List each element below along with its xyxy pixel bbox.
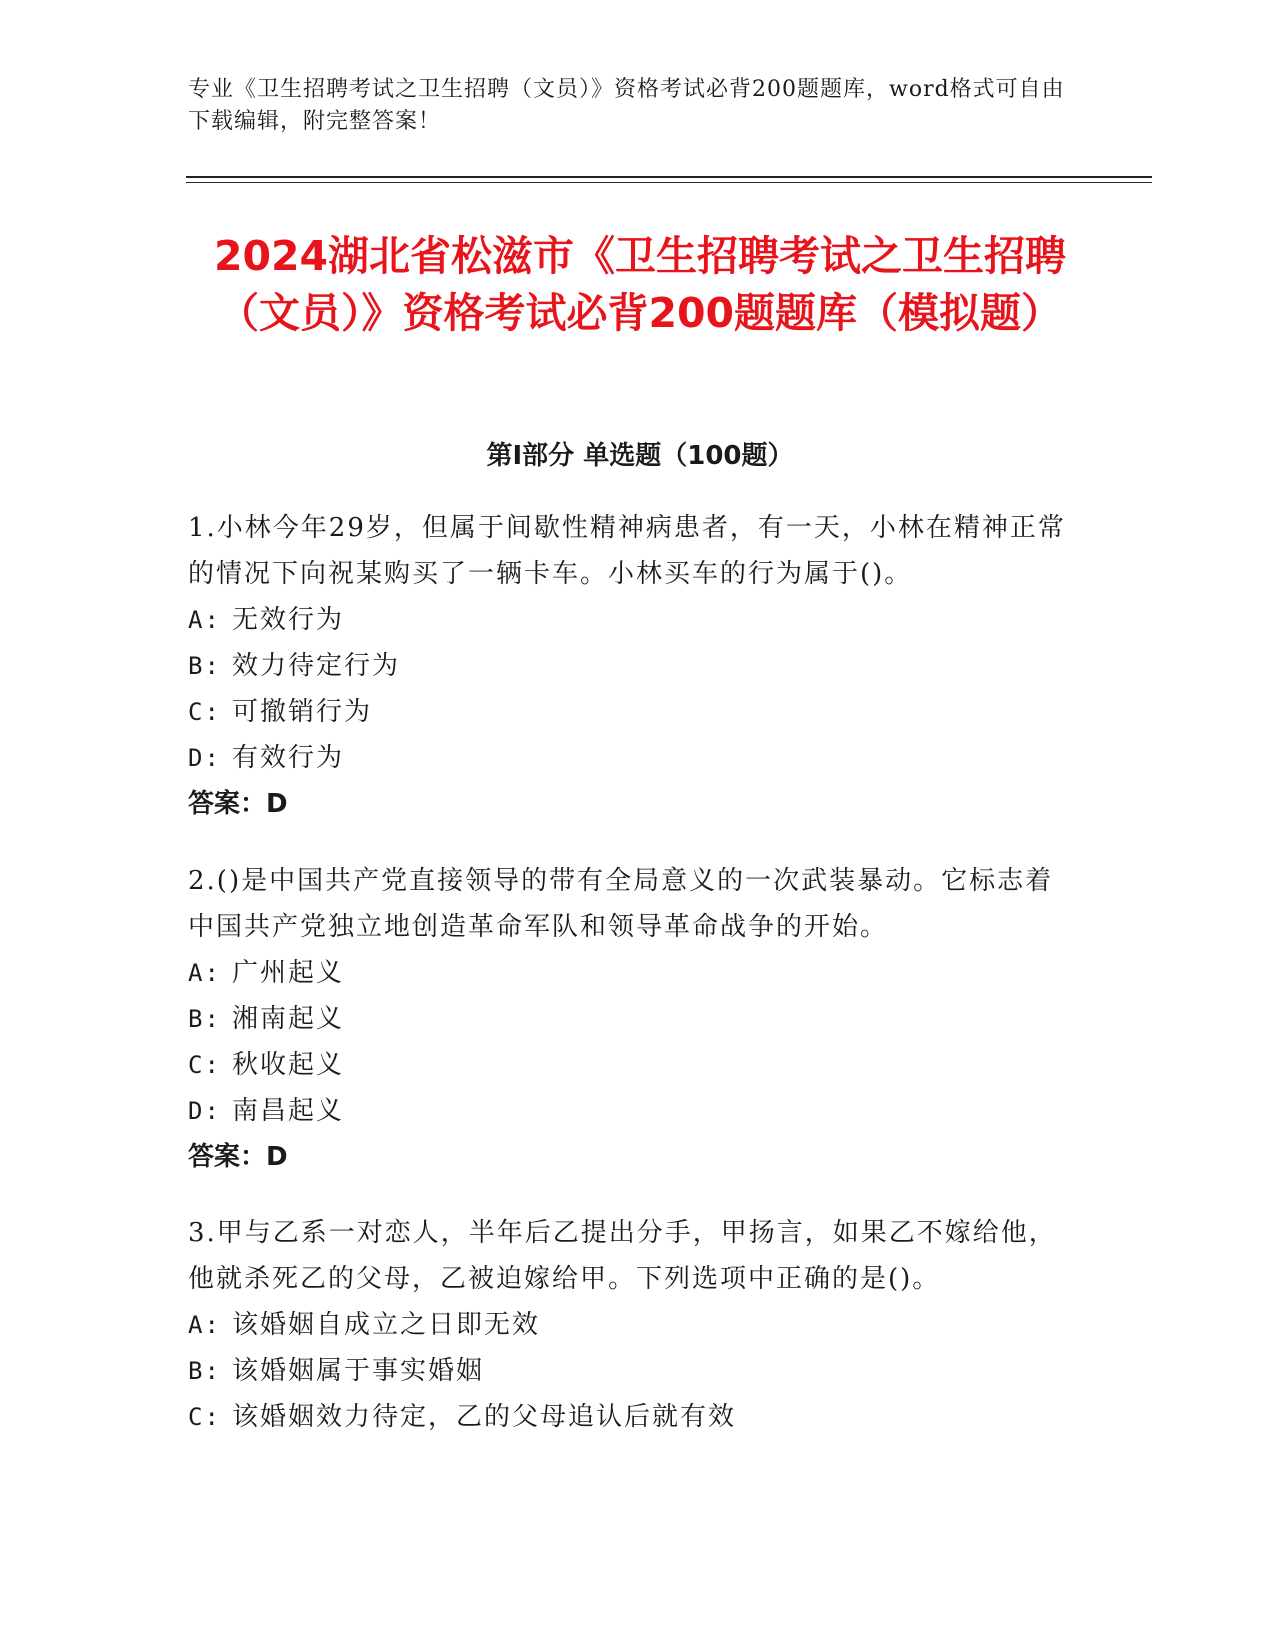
option-a — [188, 597, 1068, 643]
option-text: 该婚姻自成立之日即无效 — [232, 1310, 541, 1340]
option-key: C: — [188, 1403, 221, 1431]
option-text: 湘南起义 — [232, 1004, 345, 1034]
option-text: 南昌起义 — [232, 1096, 345, 1126]
option-b — [188, 1348, 1068, 1394]
option-key: D: — [188, 1097, 221, 1125]
header-divider-thin — [186, 182, 1152, 183]
option-a — [188, 950, 1068, 996]
header-divider — [186, 176, 1152, 178]
option-c — [188, 1394, 1068, 1440]
option-key: C: — [188, 1051, 221, 1079]
option-b — [188, 643, 1068, 689]
option-d — [188, 1088, 1068, 1134]
option-text: 效力待定行为 — [232, 651, 401, 681]
option-key: B: — [188, 1357, 221, 1385]
option-text: 广州起义 — [232, 958, 345, 988]
option-text: 可撤销行为 — [232, 697, 373, 727]
option-key: A: — [188, 959, 221, 987]
option-key: C: — [188, 698, 221, 726]
option-key: B: — [188, 652, 221, 680]
option-text: 该婚姻属于事实婚姻 — [232, 1356, 485, 1386]
question-stem: 1.小林今年29岁，但属于间歇性精神病患者，有一天，小林在精神正常的情况下向祝某购买了一辆卡车。小林买车的行为属于()。 — [188, 513, 1066, 589]
question-stem: 3.甲与乙系一对恋人，半年后乙提出分手，甲扬言，如果乙不嫁给他，他就杀死乙的父母，乙被迫嫁给甲。下列选项中正确的是()。 — [188, 1218, 1057, 1294]
question-stem: 2.()是中国共产党直接领导的带有全局意义的一次武装暴动。它标志着中国共产党独立地创造革命军队和领导革命战争的开始。 — [188, 866, 1054, 942]
answer: 答案：D — [188, 789, 288, 819]
option-key: B: — [188, 1005, 221, 1033]
option-text: 秋收起义 — [232, 1050, 345, 1080]
header-note: 专业《卫生招聘考试之卫生招聘（文员）》资格考试必背200题题库，word格式可自由下载编辑，附完整答案！ — [188, 77, 1065, 134]
answer: 答案：D — [188, 1142, 288, 1172]
option-b — [188, 996, 1068, 1042]
option-key: D: — [188, 744, 221, 772]
option-c — [188, 689, 1068, 735]
document-title: 2024湖北省松滋市《卫生招聘考试之卫生招聘（文员）》资格考试必背200题题库（模拟题） — [213, 232, 1067, 337]
option-text: 有效行为 — [232, 743, 345, 773]
option-c — [188, 1042, 1068, 1088]
question-2 — [188, 858, 1068, 1180]
option-text: 该婚姻效力待定，乙的父母追认后就有效 — [232, 1402, 737, 1432]
option-key: A: — [188, 1311, 221, 1339]
option-a — [188, 1302, 1068, 1348]
question-1 — [188, 505, 1068, 827]
option-text: 无效行为 — [232, 605, 345, 635]
option-key: A: — [188, 606, 221, 634]
option-d — [188, 735, 1068, 781]
section-title: 第I部分 单选题（100题） — [486, 441, 794, 471]
question-3 — [188, 1210, 1068, 1440]
